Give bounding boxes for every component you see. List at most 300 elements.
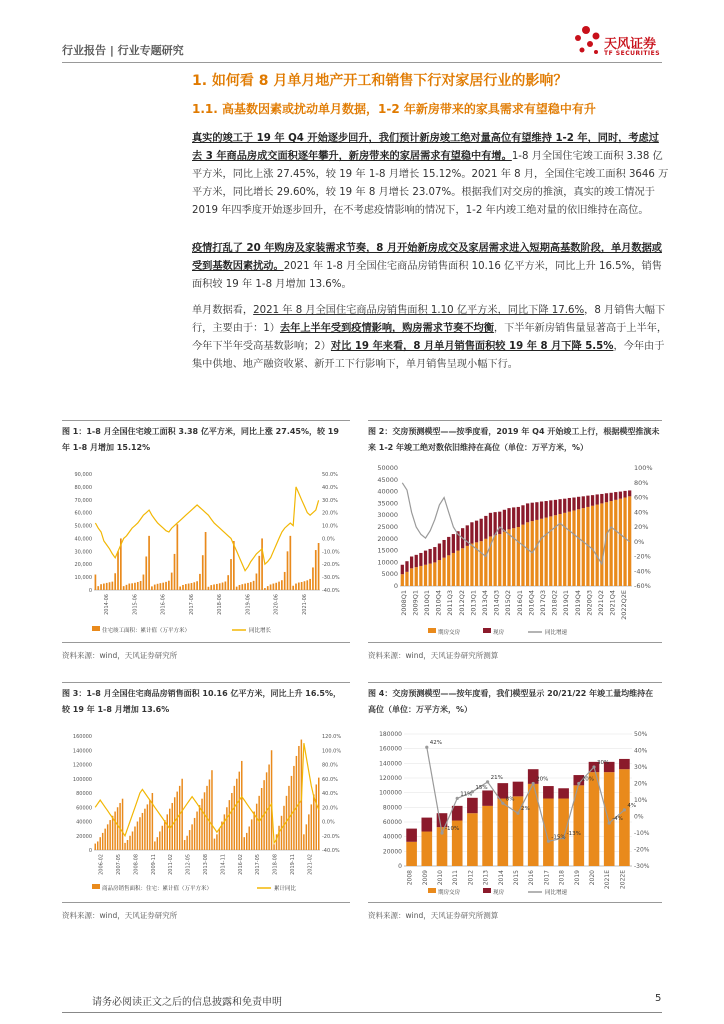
bar (97, 841, 98, 850)
x-tick-label: 2010 (437, 870, 444, 886)
bar-qifang (493, 535, 496, 586)
bar (189, 830, 190, 850)
bar (250, 582, 252, 590)
x-tick-label: 2019Q4 (573, 590, 582, 616)
header-breadcrumb: 行业报告 | 行业专题研究 (62, 44, 184, 57)
bar (95, 575, 97, 590)
y2-tick-label: -10.0% (322, 549, 340, 556)
bar-qifang (540, 519, 543, 586)
bar (112, 582, 114, 590)
bar-xianfang (591, 495, 594, 506)
bar (103, 584, 105, 590)
bar (213, 584, 215, 590)
y2-tick-label: -20.0% (322, 562, 340, 569)
bar (298, 746, 299, 850)
data-label: 42% (429, 740, 443, 747)
bar (216, 834, 217, 850)
y2-tick-label: 20% (634, 780, 648, 788)
y2-tick-label: 20.0% (322, 510, 338, 517)
x-tick-label: 2016Q1 (515, 590, 524, 616)
fig4-caption: 图 4：交房预测模型——按年度看，我们模型显示 20/21/22 年竣工量均维持在高位（单位：万平方米，%） (368, 689, 654, 714)
y-tick-label: 30,000 (74, 549, 92, 556)
bar (234, 786, 235, 850)
legend-label: 累计同比 (274, 886, 297, 892)
x-tick-label: 2012 (467, 870, 475, 886)
fig2-source: 资料来源：wind，天风证券研究所测算 (368, 651, 499, 660)
bar (196, 812, 197, 850)
x-tick-label: 2008Q1 (399, 590, 408, 616)
bar (208, 587, 210, 590)
line-point (425, 746, 428, 749)
bar (102, 833, 103, 850)
bar (157, 584, 159, 590)
y-tick-label: 0 (88, 588, 92, 594)
bar-xianfang (568, 498, 571, 512)
y2-tick-label: -20.0% (322, 833, 340, 840)
x-tick-label: 2017-05 (255, 854, 262, 875)
data-label: 15% (475, 784, 488, 791)
bar-xianfang (419, 553, 422, 566)
bar (253, 812, 254, 850)
y2-tick-label: 80.0% (322, 762, 338, 769)
x-tick-label: 2022E (619, 870, 627, 890)
y2-tick-label: 20.0% (322, 805, 338, 812)
bar (165, 582, 167, 590)
y2-tick-label: -40.0% (322, 588, 340, 594)
line-point (577, 782, 580, 785)
x-tick-label: 2021Q2 (597, 590, 605, 616)
bar (214, 839, 215, 850)
x-tick-label: 2019-11 (289, 854, 296, 875)
bar-qifang (461, 548, 464, 586)
y-tick-label: 100000 (379, 789, 402, 797)
y-tick-label: 35000 (377, 499, 398, 508)
bar-qifang (623, 498, 626, 587)
data-label: 20% (581, 776, 595, 783)
y2-tick-label: 10% (634, 797, 648, 804)
bar-qifang (591, 506, 594, 586)
bar (318, 778, 319, 850)
bar (179, 786, 180, 850)
bar (127, 840, 128, 850)
bar (222, 583, 224, 590)
bar-xianfang (563, 499, 566, 513)
bar (278, 582, 280, 590)
bar-xianfang (540, 502, 543, 519)
bar (216, 584, 218, 590)
bar-xianfang (628, 490, 631, 496)
bar-qifang (480, 541, 483, 586)
data-label: 20% (536, 776, 549, 783)
fig4-top-divider (368, 682, 662, 683)
logo-en: TF SECURITIES (604, 50, 661, 57)
x-tick-label: 2018Q2 (550, 590, 559, 616)
bar-qifang (619, 499, 622, 586)
y-tick-label: 70,000 (74, 497, 92, 504)
line-point (532, 782, 535, 785)
line-point (440, 831, 443, 834)
bar (185, 584, 187, 590)
bar-qifang (405, 572, 408, 586)
x-tick-label: 2016-06 (160, 594, 167, 615)
bar (176, 524, 178, 590)
bar (270, 584, 272, 590)
bar (284, 572, 286, 590)
bar (301, 582, 303, 590)
bar-xianfang (582, 496, 585, 508)
y2-tick-label: 20% (634, 523, 649, 531)
bar (106, 583, 108, 590)
bar-qifang (600, 503, 603, 586)
x-tick-label: 2013-08 (203, 854, 209, 875)
line-point (592, 765, 595, 768)
x-tick-label: 2006-02 (98, 854, 105, 875)
bar-qifang (563, 513, 566, 586)
bar (179, 587, 181, 590)
bar (229, 800, 230, 850)
x-tick-label: 2014-11 (220, 854, 227, 875)
x-tick-label: 2015 (513, 870, 520, 886)
y2-tick-label: 100.0% (322, 748, 342, 755)
x-tick-label: 2022Q2E (620, 590, 629, 620)
y2-tick-label: -40.0% (322, 848, 340, 854)
line-point (547, 840, 550, 843)
bar-qifang (470, 544, 473, 586)
y-tick-label: 0 (88, 848, 92, 854)
bar (261, 538, 263, 590)
y-tick-label: 140000 (72, 748, 92, 755)
bar (194, 818, 195, 850)
header-divider (62, 62, 662, 63)
bar-xianfang (572, 498, 575, 511)
y-tick-label: 80,000 (74, 484, 92, 491)
x-tick-label: 2007-05 (116, 854, 123, 875)
bar (201, 799, 202, 850)
bar (287, 551, 289, 590)
legend-label: 商品房销售面积：住宅：累计值（万平方米） (102, 886, 213, 892)
y2-tick-label: -10% (634, 830, 650, 837)
bar-qifang (401, 574, 404, 586)
bar (224, 814, 225, 850)
bar (241, 761, 242, 850)
bar-qifang (596, 505, 599, 586)
bar (196, 581, 198, 590)
data-label: -10% (445, 826, 460, 832)
bar (123, 586, 125, 590)
legend-label: 同比增速 (545, 630, 568, 636)
y-tick-label: 0 (398, 863, 402, 870)
bar-qifang (543, 799, 554, 866)
y2-tick-label: 40% (634, 508, 649, 517)
bar (164, 820, 165, 850)
y-tick-label: 140000 (379, 760, 402, 768)
x-tick-label: 2021E (604, 870, 612, 890)
bar (176, 792, 177, 850)
bar-xianfang (406, 829, 417, 842)
bar (306, 824, 307, 850)
y-tick-label: 20000 (382, 848, 402, 856)
bar-xianfang (545, 501, 548, 518)
x-tick-label: 2009Q1 (411, 590, 420, 616)
bar-xianfang (480, 519, 483, 541)
y-tick-label: 15000 (377, 546, 398, 555)
bar (148, 536, 150, 590)
data-label: 30% (597, 760, 610, 766)
data-label: 11% (460, 791, 473, 798)
data-label: -13% (566, 830, 581, 837)
bar (275, 583, 277, 590)
bar (244, 837, 245, 850)
bar (199, 805, 200, 850)
bar-qifang (421, 832, 432, 866)
legend-swatch (92, 626, 100, 631)
x-tick-label: 2013Q4 (481, 590, 489, 616)
bar-qifang (497, 799, 508, 866)
line-series (95, 487, 318, 571)
x-tick-label: 2017 (543, 870, 551, 886)
x-tick-label: 2008-08 (133, 854, 140, 875)
bar (147, 804, 148, 850)
y2-tick-label: 30.0% (322, 497, 338, 504)
y-tick-label: 120000 (379, 775, 402, 782)
fig3-caption: 图 3：1-8 月全国住宅商品房销售面积 10.16 亿平方米，同比上升 16.5%，较 19 年 1-8 月增加 13.6% (62, 689, 342, 714)
y2-tick-label: -40% (634, 567, 651, 576)
bar (186, 836, 187, 850)
bar-xianfang (558, 499, 561, 514)
bar (114, 573, 116, 590)
p3-a: 单月数据看， (192, 305, 254, 316)
bar (109, 820, 110, 850)
legend-swatch (92, 884, 100, 889)
bar (205, 532, 207, 590)
x-tick-label: 2021Q4 (608, 590, 617, 616)
legend-label: 现房 (493, 630, 505, 636)
bar-xianfang (442, 540, 445, 558)
bar-qifang (572, 510, 575, 586)
x-tick-label: 2011 (452, 870, 460, 886)
bar (309, 579, 311, 590)
bar-qifang (410, 568, 413, 586)
fig1-source: 资料来源：wind，天风证券研究所 (62, 651, 178, 660)
bar-qifang (521, 525, 524, 586)
bar-xianfang (619, 492, 622, 499)
data-label: 8% (505, 796, 515, 803)
bar-qifang (438, 560, 441, 586)
bar (306, 580, 308, 590)
bar (122, 799, 123, 850)
y-tick-label: 5000 (381, 570, 398, 579)
bar (239, 772, 240, 850)
footer-disclaimer: 请务必阅读正文之后的信息披露和免责申明 (92, 997, 282, 1008)
bar (318, 543, 320, 590)
bar-xianfang (558, 788, 569, 798)
bar (204, 792, 205, 850)
bar (199, 574, 201, 590)
paragraph-2 (192, 240, 669, 294)
y-tick-label: 120000 (72, 762, 92, 769)
bar-qifang (535, 520, 538, 586)
bar-qifang (466, 546, 469, 586)
bar (219, 829, 220, 850)
y2-tick-label: 120.0% (322, 734, 342, 740)
bar (97, 586, 99, 590)
y2-tick-label: 60% (634, 493, 649, 502)
bar (236, 587, 238, 590)
bar (131, 583, 133, 590)
y-tick-label: 20000 (377, 534, 398, 543)
bar-xianfang (554, 500, 557, 515)
bar (271, 750, 272, 850)
x-tick-label: 2015Q2 (504, 590, 513, 616)
bar-xianfang (415, 555, 418, 567)
line-point (516, 812, 519, 815)
bar (132, 831, 133, 850)
bar-qifang (582, 508, 585, 586)
bar-qifang (415, 567, 418, 586)
bar (296, 756, 297, 850)
bar (181, 779, 182, 850)
bar (241, 584, 243, 590)
y-tick-label: 60000 (382, 819, 402, 826)
line-point (623, 808, 626, 811)
y-tick-label: 50,000 (74, 523, 92, 530)
y2-tick-label: 0.0% (322, 819, 335, 826)
y2-tick-label: 100% (634, 464, 653, 472)
x-tick-label: 2019 (573, 870, 581, 886)
x-tick-label: 2017-06 (188, 594, 195, 615)
legend-label: 期房交房 (438, 630, 461, 636)
bar (295, 584, 297, 590)
x-tick-label: 2009-11 (150, 854, 157, 875)
bar (256, 804, 257, 850)
bar (247, 583, 249, 590)
bar (273, 584, 275, 590)
y-tick-label: 60000 (76, 805, 92, 812)
bar (236, 779, 237, 850)
bar (311, 804, 312, 850)
bar (315, 550, 317, 590)
x-tick-label: 2014 (497, 870, 505, 886)
fig3-top-divider (62, 682, 350, 683)
x-tick-label: 2011-02 (168, 854, 175, 875)
bar-xianfang (517, 507, 520, 527)
bar-xianfang (513, 782, 524, 797)
p1-rest: 1-8 月全国住宅竣工面积 3.38 亿平方米，同比上涨 27.45%，较 19 年 1-8 月增长 15.12%。2021 年 8 月，全国住宅竣工面积 3646 万平方米，同比增长 29.60%，较 19 年 8 月增长 23.07%。根据我们对交房的推演，真实的竣工情况于 2019 年四季度开始逐步回升，在不考虑疫情影响的情况下，1-2 年内竣工绝对量的依旧维持在高位。 (192, 151, 669, 216)
bar-xianfang (535, 502, 538, 520)
bar-qifang (484, 539, 487, 586)
bar (145, 556, 147, 590)
bar (225, 581, 227, 590)
x-tick-label: 2019Q1 (562, 590, 571, 616)
legend-swatch (483, 888, 491, 893)
fig2-top-divider (368, 420, 662, 421)
legend-label: 期房交房 (438, 890, 461, 896)
x-tick-label: 2013Q1 (469, 590, 478, 616)
x-tick-label: 2014-06 (104, 594, 111, 615)
bar (109, 582, 111, 590)
bar-xianfang (605, 493, 608, 502)
data-label: -4% (612, 816, 623, 823)
data-label: 2% (521, 806, 530, 813)
bar (191, 583, 193, 590)
x-tick-label: 2018 (558, 870, 566, 886)
bar-xianfang (609, 493, 612, 501)
legend-swatch (428, 888, 436, 893)
y2-tick-label: 0.0% (322, 536, 335, 543)
bar (193, 582, 195, 590)
bar (202, 555, 204, 590)
bar (283, 806, 284, 850)
p3-u1: 2021 年 8 月全国住宅商品房销售面积 1.10 亿平方米，同比下降 17.6% (253, 305, 585, 316)
bar-xianfang (433, 547, 436, 562)
bar (104, 829, 105, 850)
bar (168, 581, 170, 590)
bar (209, 779, 210, 850)
bar (303, 834, 304, 850)
p1-bold: 真实的竣工于 19 年 Q4 开始逐步回升，我们预计新房竣工绝对量高位有望维持 1-2 年，同时，考虑过去 3 年商品房成交面积逐年攀升，新房带来的家居需求有望稳中有增。 (192, 133, 659, 162)
y-tick-label: 10000 (377, 558, 398, 567)
bar-qifang (503, 532, 506, 586)
legend-label: 现房 (493, 890, 505, 896)
bar-xianfang (619, 759, 630, 769)
bar-xianfang (586, 496, 589, 507)
bar-xianfang (424, 551, 427, 565)
y-tick-label: 40000 (382, 833, 402, 841)
y-tick-label: 30000 (377, 511, 398, 520)
legend-swatch (428, 628, 436, 633)
bar (298, 583, 300, 590)
x-tick-label: 2015-06 (132, 594, 139, 615)
subsection-heading: 1.1. 高基数因素或扰动单月数据，1-2 年新房带来的家具需求有望稳中有升 (192, 102, 596, 116)
bar (144, 809, 145, 850)
bar-xianfang (401, 565, 404, 574)
bar-qifang (467, 813, 478, 866)
section-heading: 1. 如何看 8 月单月地产开工和销售下行对家居行业的影响？ (192, 73, 568, 89)
data-label: 4% (627, 802, 637, 809)
x-tick-label: 2011Q3 (446, 590, 455, 616)
bar (162, 583, 164, 590)
bar (117, 807, 118, 850)
bar-qifang (452, 553, 455, 586)
bar (210, 585, 212, 590)
bar (231, 793, 232, 850)
bar (233, 541, 235, 590)
bar-xianfang (623, 491, 626, 498)
bar (149, 800, 150, 850)
bar (157, 837, 158, 850)
x-tick-label: 2012Q2 (457, 590, 466, 616)
fig3-chart (62, 726, 350, 896)
bar (239, 585, 241, 590)
fig1-bottom-divider (62, 642, 350, 643)
bar-qifang (498, 534, 501, 586)
y2-tick-label: -60% (634, 582, 651, 590)
bar (289, 536, 291, 590)
bar-xianfang (438, 544, 441, 561)
bar-qifang (589, 772, 600, 866)
bar (248, 826, 249, 850)
bar (142, 813, 143, 850)
x-tick-label: 2010Q4 (434, 590, 443, 616)
bar-xianfang (405, 561, 408, 572)
bar (119, 803, 120, 850)
paragraph-3 (192, 302, 669, 374)
bar (154, 585, 156, 590)
bar-xianfang (600, 494, 603, 503)
bar-qifang (517, 527, 520, 586)
fig2-chart (368, 460, 662, 640)
page-number: 5 (655, 993, 662, 1004)
